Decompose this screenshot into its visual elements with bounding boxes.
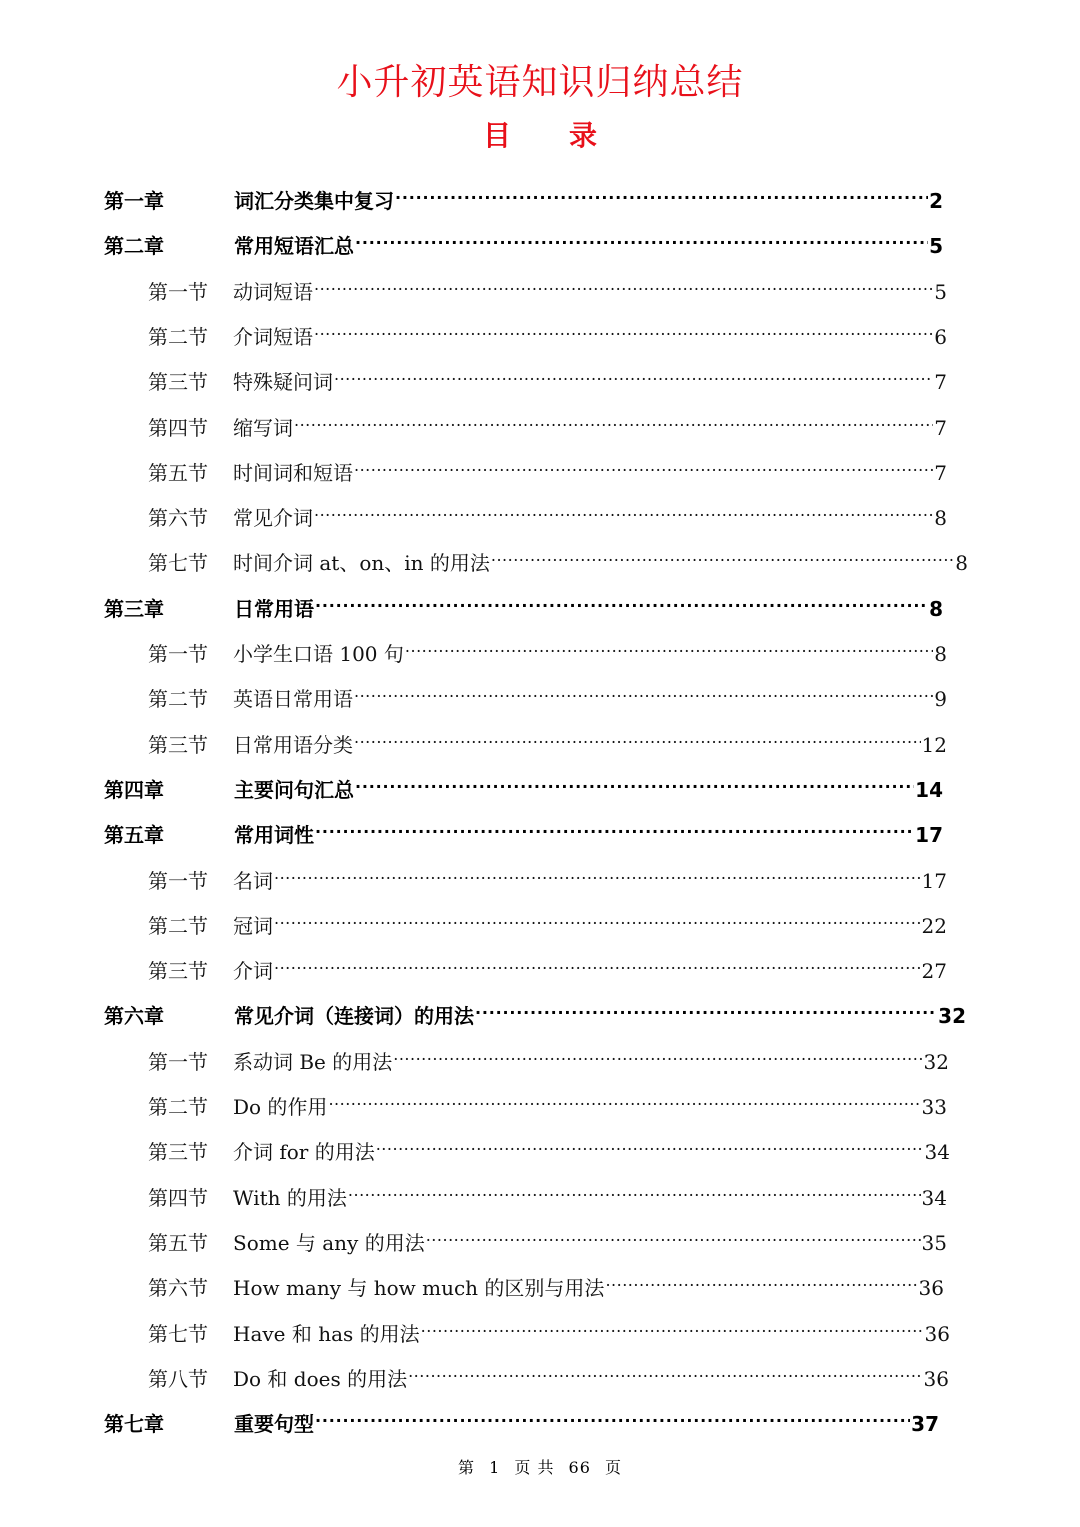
toc-entry-label: 缩写词 <box>233 415 293 440</box>
toc-entry-label: Do 的作用 <box>233 1095 328 1119</box>
toc-entry-page: 5 <box>929 234 943 259</box>
toc-entry-section[interactable] <box>148 948 947 984</box>
toc-entry-label: 词汇分类集中复习 <box>234 189 394 213</box>
toc-heading-right: 录 <box>569 119 598 152</box>
toc-entry-page: 5 <box>934 279 947 304</box>
toc-leader-dots <box>408 1356 922 1386</box>
toc-entry-number: 第二节 <box>148 324 208 349</box>
toc-leader-dots <box>315 1401 910 1431</box>
toc-entry-page: 33 <box>921 1095 947 1119</box>
toc-entry-page: 17 <box>915 823 943 848</box>
toc-entry-page: 22 <box>921 913 947 938</box>
toc-entry-page: 36 <box>924 1321 950 1346</box>
toc-entry-number: 第八节 <box>148 1366 208 1391</box>
toc-entry-page: 32 <box>938 1004 966 1029</box>
toc-entry-label: 小学生口语 100 句 <box>233 642 404 666</box>
toc-entry-section[interactable] <box>148 1220 947 1255</box>
toc-entry-page: 34 <box>921 1185 947 1210</box>
toc-entry-section[interactable] <box>148 722 947 757</box>
toc-leader-dots <box>314 495 933 525</box>
toc-entry-label: 常见介词（连接词）的用法 <box>234 1004 474 1029</box>
toc-entry-label: 重要句型 <box>234 1412 314 1437</box>
toc-entry-page: 9 <box>934 687 947 712</box>
toc-entry-number: 第二节 <box>148 1095 208 1119</box>
toc-leader-dots <box>315 812 914 842</box>
toc-entry-number: 第一节 <box>148 868 208 893</box>
toc-entry-section[interactable] <box>148 314 947 349</box>
toc-entry-number: 第七节 <box>148 551 208 576</box>
toc-entry-chapter[interactable] <box>104 178 943 213</box>
toc-leader-dots <box>491 540 954 570</box>
toc-entry-page: 32 <box>923 1049 949 1074</box>
footer-total-pages: 66 <box>568 1458 591 1477</box>
toc-entry-page: 8 <box>934 506 947 531</box>
toc-entry-section[interactable] <box>148 631 947 666</box>
toc-leader-dots <box>355 767 914 797</box>
toc-entry-label: Have 和 has 的用法 <box>233 1321 420 1346</box>
toc-entry-section[interactable] <box>148 1175 947 1210</box>
toc-entry-page: 17 <box>921 868 947 893</box>
toc-leader-dots <box>605 1265 917 1295</box>
toc-leader-dots <box>393 1039 922 1069</box>
toc-leader-dots <box>315 586 928 616</box>
toc-entry-number: 第五节 <box>148 460 208 485</box>
toc-leader-dots <box>354 722 921 752</box>
footer-prefix: 第 <box>457 1458 475 1477</box>
footer-current-page: 1 <box>489 1458 501 1477</box>
toc-entry-number: 第三节 <box>148 732 208 757</box>
toc-leader-dots <box>475 993 937 1023</box>
toc-entry-number: 第一章 <box>104 189 164 213</box>
toc-entry-label: How many 与 how much 的区别与用法 <box>233 1276 605 1301</box>
footer-suffix: 页 <box>605 1458 623 1477</box>
toc-leader-dots <box>314 314 933 344</box>
toc-entry-section[interactable] <box>148 858 947 893</box>
toc-entry-section[interactable] <box>148 1084 947 1119</box>
toc-entry-section[interactable] <box>148 1129 950 1165</box>
toc-entry-page: 7 <box>934 460 947 485</box>
toc-leader-dots <box>421 1311 924 1341</box>
toc-entry-number: 第六章 <box>104 1004 164 1029</box>
toc-leader-dots <box>314 269 933 299</box>
toc-entry-number: 第五节 <box>148 1230 208 1255</box>
toc-entry-page: 36 <box>923 1366 949 1391</box>
toc-entry-section[interactable] <box>148 405 947 440</box>
toc-entry-number: 第三节 <box>148 959 208 984</box>
toc-entry-number: 第四节 <box>148 415 208 440</box>
toc-entry-page: 2 <box>929 189 943 213</box>
toc-entry-section[interactable] <box>148 1265 944 1301</box>
toc-entry-section[interactable] <box>148 495 947 531</box>
toc-entry-page: 8 <box>929 596 943 621</box>
document-title: 小升初英语知识归纳总结 <box>336 62 744 103</box>
toc-entry-page: 14 <box>915 777 943 802</box>
toc-leader-dots <box>376 1129 924 1159</box>
toc-entry-number: 第七章 <box>104 1412 164 1437</box>
toc-entry-number: 第三章 <box>104 596 164 621</box>
toc-entry-page: 36 <box>918 1276 944 1301</box>
footer-middle: 页 共 <box>514 1458 555 1477</box>
toc-entry-label: Do 和 does 的用法 <box>233 1366 408 1391</box>
toc-leader-dots <box>354 676 933 706</box>
page-footer <box>0 1455 1080 1478</box>
toc-entry-chapter[interactable] <box>104 812 943 848</box>
toc-entry-label: Some 与 any 的用法 <box>233 1230 425 1255</box>
toc-leader-dots <box>426 1220 921 1250</box>
toc-entry-page: 35 <box>921 1230 947 1255</box>
toc-leader-dots <box>274 903 921 933</box>
toc-entry-label: 常用短语汇总 <box>234 234 354 259</box>
toc-entry-label: 时间词和短语 <box>233 460 353 485</box>
toc-entry-number: 第六节 <box>148 1276 208 1301</box>
toc-entry-number: 第六节 <box>148 506 208 531</box>
toc-entry-label: 系动词 Be 的用法 <box>233 1049 393 1074</box>
toc-entry-section[interactable] <box>148 450 947 485</box>
toc-entry-number: 第四章 <box>104 777 164 802</box>
toc-entry-section[interactable] <box>148 359 947 395</box>
toc-entry-page: 12 <box>921 732 947 757</box>
toc-entry-page: 37 <box>911 1412 939 1437</box>
toc-entry-number: 第一节 <box>148 1049 208 1074</box>
toc-entry-section[interactable] <box>148 540 968 576</box>
toc-leader-dots <box>355 223 928 253</box>
toc-entry-chapter[interactable] <box>104 993 966 1029</box>
toc-leader-dots <box>348 1175 921 1205</box>
toc-leader-dots <box>354 450 933 480</box>
toc-leader-dots <box>334 359 933 389</box>
toc-entry-page: 27 <box>921 959 947 984</box>
toc-entry-label: 介词 <box>233 959 273 984</box>
toc-heading <box>0 114 1080 154</box>
toc-leader-dots <box>405 631 933 661</box>
toc-entry-label: 冠词 <box>233 913 273 938</box>
toc-entry-section[interactable] <box>148 269 947 304</box>
toc-entry-number: 第一节 <box>148 279 208 304</box>
toc-entry-number: 第四节 <box>148 1185 208 1210</box>
toc-entry-number: 第二节 <box>148 913 208 938</box>
toc-entry-label: 介词 for 的用法 <box>233 1140 375 1165</box>
toc-entry-label: 时间介词 at、on、in 的用法 <box>233 551 490 576</box>
toc-entry-label: 日常用语分类 <box>233 732 353 757</box>
toc-entry-number: 第三节 <box>148 370 208 395</box>
toc-entry-page: 8 <box>955 551 968 576</box>
toc-entry-section[interactable] <box>148 1311 950 1346</box>
toc-entry-label: 主要问句汇总 <box>234 777 354 802</box>
toc-entry-number: 第七节 <box>148 1321 208 1346</box>
toc-entry-section[interactable] <box>148 1356 949 1391</box>
toc-leader-dots <box>294 405 933 435</box>
toc-entry-label: 英语日常用语 <box>233 687 353 712</box>
toc-entry-chapter[interactable] <box>104 767 943 802</box>
toc-entry-number: 第一节 <box>148 642 208 666</box>
toc-entry-number: 第二章 <box>104 234 164 259</box>
toc-entry-label: 动词短语 <box>233 279 313 304</box>
toc-entry-number: 第三节 <box>148 1140 208 1165</box>
toc-entry-page: 6 <box>934 324 947 349</box>
toc-entry-page: 7 <box>934 370 947 395</box>
toc-entry-chapter[interactable] <box>104 586 943 621</box>
toc-entry-label: 日常用语 <box>234 596 314 621</box>
toc-entry-label: 常见介词 <box>233 506 313 531</box>
toc-entry-section[interactable] <box>148 903 947 938</box>
toc-heading-left: 目 <box>482 119 511 152</box>
toc-entry-label: 介词短语 <box>233 324 313 349</box>
toc-entry-label: 特殊疑问词 <box>233 370 333 395</box>
toc-entry-number: 第五章 <box>104 823 164 848</box>
toc-leader-dots <box>274 948 921 978</box>
toc-entry-label: 名词 <box>233 868 273 893</box>
toc-leader-dots <box>328 1084 920 1114</box>
toc-leader-dots <box>274 858 921 888</box>
toc-entry-page: 7 <box>934 415 947 440</box>
toc-entry-section[interactable] <box>148 1039 949 1074</box>
toc-entry-chapter[interactable] <box>104 223 943 259</box>
toc-leader-dots <box>395 178 928 208</box>
toc-entry-page: 34 <box>924 1140 950 1165</box>
toc-entry-number: 第二节 <box>148 687 208 712</box>
toc-entry-label: With 的用法 <box>233 1185 347 1210</box>
toc-entry-section[interactable] <box>148 676 947 712</box>
toc-entry-page: 8 <box>934 642 947 666</box>
toc-entry-chapter[interactable] <box>104 1401 939 1437</box>
toc-entry-label: 常用词性 <box>234 823 314 848</box>
